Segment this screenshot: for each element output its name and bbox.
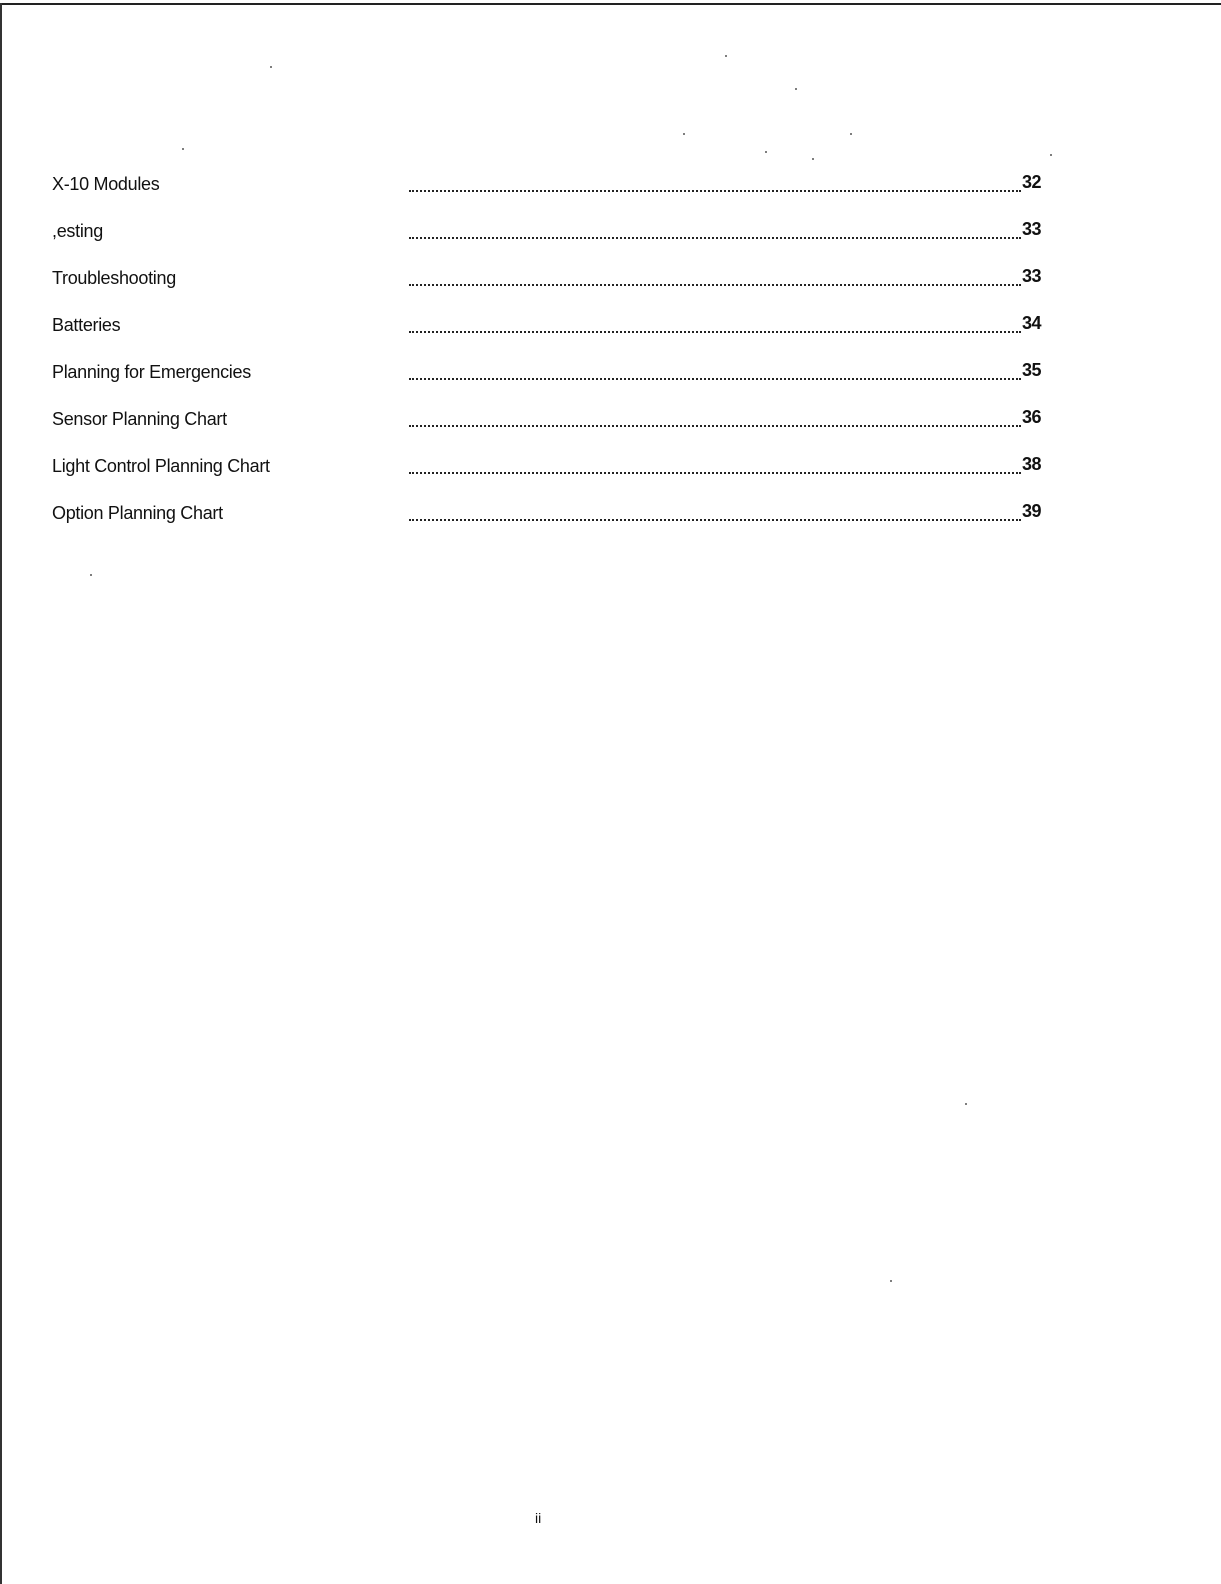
toc-entry-page: 33 bbox=[1022, 266, 1042, 286]
toc-dot-leader bbox=[409, 278, 1021, 286]
toc-entry-title: Light Control Planning Chart bbox=[52, 456, 270, 476]
scan-speck bbox=[182, 148, 184, 150]
toc-entry-page: 35 bbox=[1022, 360, 1042, 380]
scan-speck bbox=[850, 133, 852, 135]
toc-entry-page: 33 bbox=[1022, 219, 1042, 239]
scan-speck bbox=[812, 158, 814, 160]
toc-entry-page: 38 bbox=[1022, 454, 1042, 474]
scan-speck bbox=[725, 55, 727, 57]
toc-dot-leader bbox=[409, 419, 1021, 427]
toc-entry-title: Planning for Emergencies bbox=[52, 362, 251, 382]
scan-speck bbox=[270, 66, 272, 68]
scan-speck bbox=[683, 133, 685, 135]
toc-dot-leader bbox=[409, 231, 1021, 239]
toc-entry-title: Sensor Planning Chart bbox=[52, 409, 227, 429]
toc-entry-page: 36 bbox=[1022, 407, 1042, 427]
page-number: ii bbox=[535, 1510, 542, 1526]
toc-entry-page: 32 bbox=[1022, 172, 1042, 192]
toc-entry[interactable] bbox=[52, 356, 1052, 403]
toc-entry-page: 34 bbox=[1022, 313, 1042, 333]
left-border-rule bbox=[0, 3, 2, 1584]
scan-speck bbox=[765, 151, 767, 153]
toc-entry[interactable] bbox=[52, 168, 1052, 215]
toc-dot-leader bbox=[409, 466, 1021, 474]
toc-entry-title: Option Planning Chart bbox=[52, 503, 223, 523]
toc-entry[interactable] bbox=[52, 309, 1052, 356]
scan-speck bbox=[795, 88, 797, 90]
toc-entry[interactable] bbox=[52, 215, 1052, 262]
toc-entry-title: ,esting bbox=[52, 221, 103, 241]
toc-entry-title: Troubleshooting bbox=[52, 268, 176, 288]
toc-dot-leader bbox=[409, 513, 1021, 521]
toc-entry-title: Batteries bbox=[52, 315, 121, 335]
scan-speck bbox=[1050, 154, 1052, 156]
scan-speck bbox=[890, 1280, 892, 1282]
toc-entry-title: X-10 Modules bbox=[52, 174, 160, 194]
toc-dot-leader bbox=[409, 184, 1021, 192]
top-border-rule bbox=[0, 3, 1221, 5]
toc-entry-page: 39 bbox=[1022, 501, 1042, 521]
toc-entry[interactable] bbox=[52, 497, 1052, 544]
toc-dot-leader bbox=[409, 372, 1021, 380]
toc-entry[interactable] bbox=[52, 450, 1052, 497]
scan-speck bbox=[965, 1103, 967, 1105]
toc-entry[interactable] bbox=[52, 262, 1052, 309]
toc-dot-leader bbox=[409, 325, 1021, 333]
table-of-contents bbox=[52, 168, 1052, 544]
toc-entry[interactable] bbox=[52, 403, 1052, 450]
scan-speck bbox=[90, 574, 92, 576]
